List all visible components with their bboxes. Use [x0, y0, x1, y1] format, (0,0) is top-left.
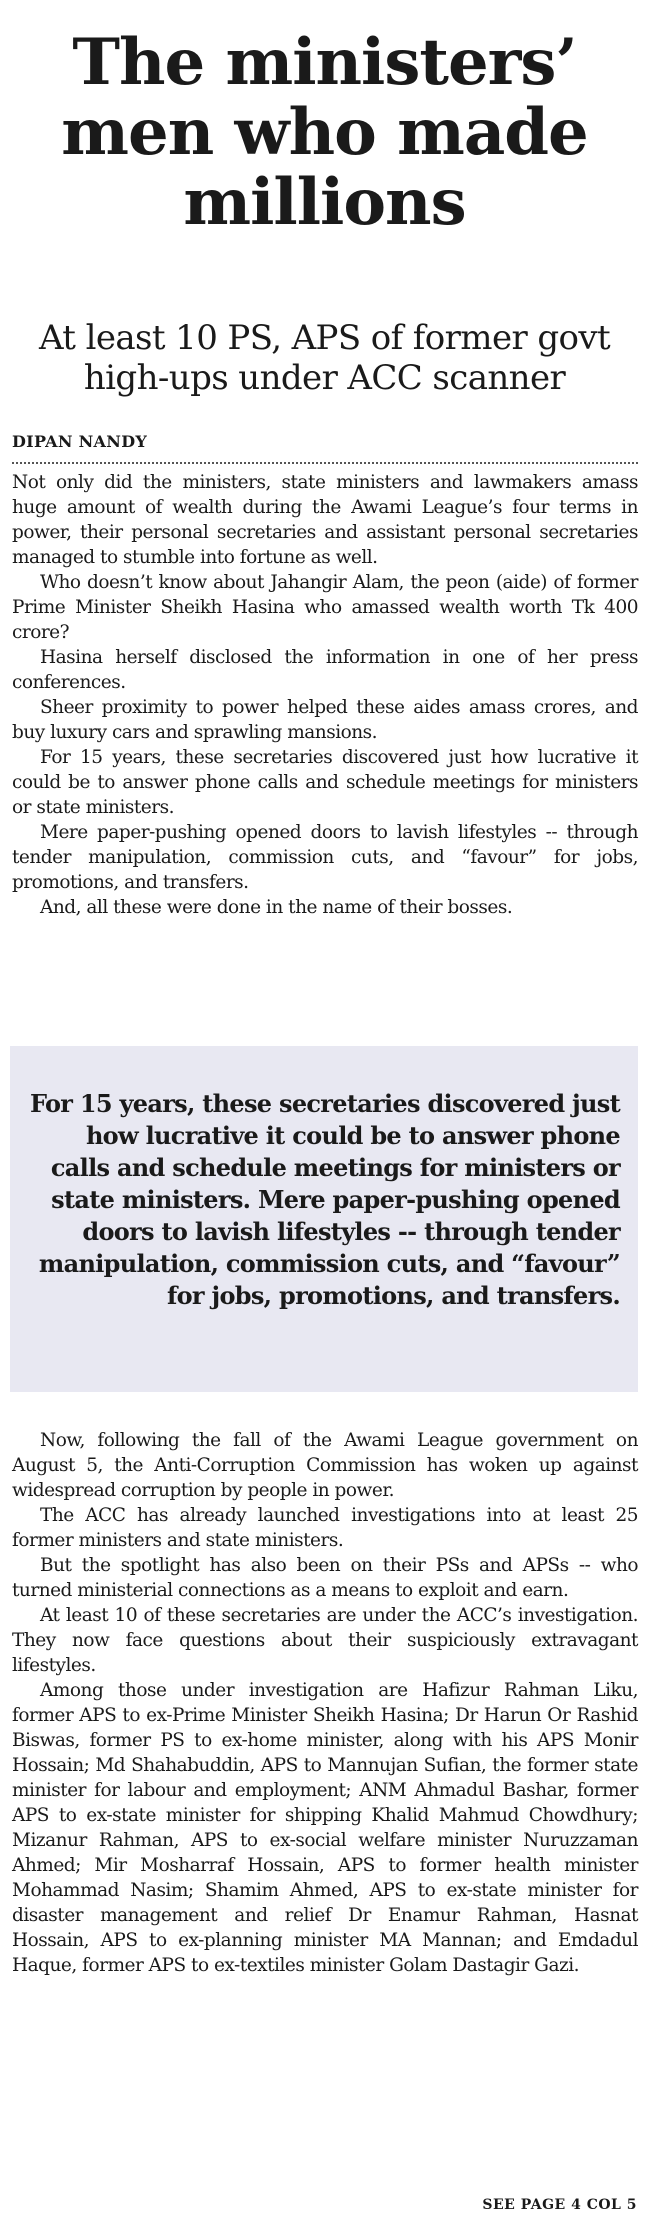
headline-line-2: men who made	[61, 95, 588, 170]
subheadline	[0, 318, 649, 398]
paragraph: Sheer proximity to power helped these aides amass crores, and buy luxury cars and sprawling mansions.	[12, 697, 638, 743]
paragraph: But the spotlight has also been on their PSs and APSs -- who turned ministerial connections as a means to exploit and earn.	[12, 1555, 638, 1601]
paragraph: Who doesn’t know about Jahangir Alam, the peon (aide) of former Prime Minister Sheikh Hasina who amassed wealth worth Tk 400 crore?	[12, 572, 638, 643]
paragraph: Now, following the fall of the Awami League government on August 5, the Anti-Corruption Commission has woken up against widespread corruption by people in power.	[12, 1430, 638, 1501]
article-body-part-2	[12, 1428, 638, 1978]
headline-line-3: millions	[183, 165, 466, 240]
paragraph: Not only did the ministers, state ministers and lawmakers amass huge amount of wealth during the Awami League’s four terms in power, their personal secretaries and assistant personal secretaries managed to stumble into fortune as well.	[12, 472, 638, 568]
paragraph: Among those under investigation are Hafizur Rahman Liku, former APS to ex-Prime Minister Sheikh Hasina; Dr Harun Or Rashid Biswas, former PS to ex-home minister, along with his APS Monir Hossain; Md Shahabuddin, APS to Mannujan Sufian, the former state minister for labour and employment; ANM Ahmadul Bashar, former APS to ex-state minister for shipping Khalid Mahmud Chowdhury; Mizanur Rahman, APS to ex-social welfare minister Nuruzzaman Ahmed; Mir Mosharraf Hossain, APS to former health minister Mohammad Nasim; Shamim Ahmed, APS to ex-state minister for disaster management and relief Dr Enamur Rahman, Hasnat Hossain, APS to ex-planning minister MA Mannan; and Emdadul Haque, former APS to ex-textiles minister Golam Dastagir Gazi.	[12, 1680, 638, 1976]
paragraph: And, all these were done in the name of their bosses.	[40, 897, 513, 918]
subhead-line-1: At least 10 PS, APS of former govt	[38, 318, 611, 358]
continued-on-link[interactable]: SEE PAGE 4 COL 5	[482, 2197, 637, 2213]
paragraph: Hasina herself disclosed the information in one of her press conferences.	[12, 647, 638, 693]
paragraph: For 15 years, these secretaries discovered just how lucrative it could be to answer phone calls and schedule meetings for ministers or state ministers.	[12, 747, 638, 818]
article-body-part-1	[12, 470, 638, 920]
dotted-divider	[12, 462, 638, 464]
byline: DIPAN NANDY	[12, 432, 148, 451]
pull-quote-box	[10, 1046, 638, 1392]
headline-line-1: The ministers’	[72, 25, 577, 100]
pull-quote-text: For 15 years, these secretaries discovered just how lucrative it could be to answer phone calls and schedule meetings for ministers or state ministers. Mere paper-pushing opened doors to lavish lifestyles -- through tender manipulation, commission cuts, and “favour” for jobs, promotions, and transfers.	[29, 1089, 620, 1310]
subhead-line-2: high-ups under ACC scanner	[83, 358, 566, 398]
paragraph: Mere paper-pushing opened doors to lavish lifestyles -- through tender manipulation, commission cuts, and “favour” for jobs, promotions, and transfers.	[12, 822, 638, 893]
paragraph: The ACC has already launched investigations into at least 25 former ministers and state ministers.	[12, 1505, 638, 1551]
paragraph: At least 10 of these secretaries are under the ACC’s investigation. They now face questions about their suspiciously extravagant lifestyles.	[12, 1605, 638, 1676]
headline	[0, 25, 649, 240]
